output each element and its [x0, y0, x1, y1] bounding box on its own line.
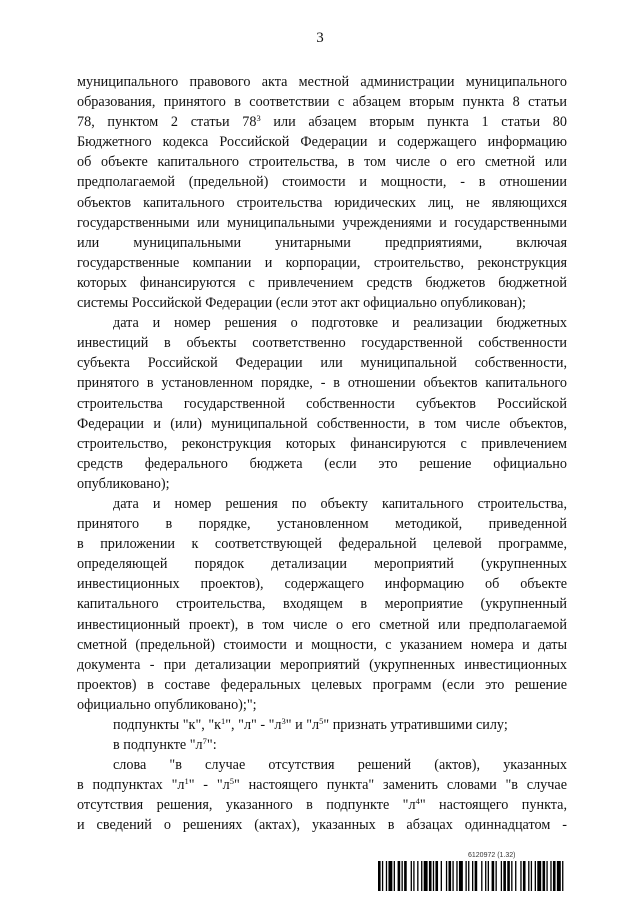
barcode-bar	[528, 861, 529, 891]
barcode-bar	[531, 861, 532, 891]
barcode-bar	[475, 861, 478, 891]
text-segment: " - "л	[188, 777, 230, 794]
barcode-bar	[446, 861, 447, 891]
text-segment: подпункты "к", "к	[113, 717, 222, 733]
text-line	[77, 615, 567, 635]
barcode-bar	[515, 861, 516, 891]
text-segment: слова "в случае отсутствия решений (актов), указанных	[113, 757, 567, 774]
barcode-bar	[402, 861, 403, 891]
text-segment: " и "л	[285, 717, 320, 733]
barcode-bar	[424, 861, 428, 891]
text-segment: " настоящего пункта,	[419, 797, 567, 814]
barcode-bar	[488, 861, 489, 891]
text-segment: " настоящего пункта" заменить словами "в случае	[233, 777, 567, 794]
barcode-bar	[553, 861, 556, 891]
text-segment: инвестиций в объекты соответственно государственной собственности	[77, 335, 567, 352]
text-segment: в подпунктах "л	[77, 777, 185, 794]
barcode-bar	[411, 861, 412, 891]
text-line	[77, 434, 567, 454]
document-code: 6120972 (1.32)	[468, 852, 516, 859]
superscript: 5	[319, 716, 324, 726]
superscript: 7	[202, 736, 207, 747]
text-segment: субъекта Российской Федерации или муниципальной собственности,	[77, 355, 567, 372]
barcode-bar	[543, 861, 546, 891]
text-line	[77, 313, 567, 333]
text-segment: принятого в порядке, установленном методикой, приведенной	[77, 516, 567, 533]
text-segment: в приложении к соответствующей федеральной целевой программе,	[77, 536, 567, 553]
barcode-bar	[435, 861, 438, 891]
text-segment: образования, принятого в соответствии с абзацем вторым пункта 8 статьи	[77, 94, 567, 111]
text-segment: инвестиционных проектов), содержащего информацию об объекте	[77, 576, 567, 593]
barcode-bar	[546, 861, 547, 891]
barcode-bar	[520, 861, 521, 891]
text-line	[77, 414, 567, 434]
barcode-bar	[550, 861, 551, 891]
text-segment: которых финансируются с привлечением средств бюджетов бюджетной	[77, 274, 567, 291]
text-segment: или муниципальными унитарными предприятиями, включая	[77, 234, 567, 251]
barcode-bar	[386, 861, 387, 891]
text-segment: ", "л" - "л	[225, 717, 282, 733]
text-segment: или абзацем вторым пункта 1 статьи 80	[260, 114, 567, 131]
barcode-bar	[452, 861, 453, 891]
text-segment: сметной (предельной) стоимости и мощности, с указанием номера и даты	[77, 636, 567, 653]
barcode-bar	[398, 861, 401, 891]
barcode-bar	[465, 861, 466, 891]
barcode	[378, 861, 566, 891]
text-segment: и сведений о решениях (актах), указанных в абзацах одиннадцатом -	[77, 817, 567, 834]
barcode-bar	[456, 861, 457, 891]
text-line	[77, 454, 567, 474]
text-line	[77, 514, 567, 534]
barcode-bar	[429, 861, 432, 891]
text-line	[77, 152, 567, 172]
text-segment: средств федерального бюджета (если это решение официально	[77, 455, 567, 472]
text-line	[77, 594, 567, 614]
barcode-bar	[378, 861, 381, 891]
text-line	[77, 72, 567, 92]
text-line	[77, 695, 567, 715]
text-segment: официально опубликовано);";	[77, 696, 257, 713]
barcode-bar	[459, 861, 463, 891]
barcode-bar	[421, 861, 422, 891]
barcode-bar	[537, 861, 541, 891]
text-line	[77, 574, 567, 594]
barcode-bar	[511, 861, 512, 891]
text-segment: дата и номер решения по объекту капитального строительства,	[113, 495, 567, 512]
barcode-bar	[382, 861, 383, 891]
barcode-bar	[562, 861, 563, 891]
barcode-bar	[413, 861, 414, 891]
text-line	[77, 112, 567, 132]
text-line	[77, 394, 567, 414]
text-line	[77, 795, 567, 815]
text-segment: государственные компании и корпорации, строительство, реконструкция	[77, 254, 567, 271]
text-segment: ":	[206, 737, 217, 754]
text-line	[77, 534, 567, 554]
superscript: 1	[221, 716, 226, 726]
barcode-bar	[523, 861, 526, 891]
text-segment: проектов) в составе федеральных целевых программ (если это решение	[77, 676, 567, 693]
text-segment: предполагаемой (предельной) стоимости и мощности, - в отношении	[77, 174, 567, 191]
text-line	[77, 735, 567, 755]
barcode-bar	[501, 861, 502, 891]
barcode-bar	[481, 861, 482, 891]
text-segment: строительства государственной собственности субъектов Российской	[77, 395, 567, 412]
barcode-bar	[388, 861, 392, 891]
text-line	[77, 273, 567, 293]
text-line	[77, 474, 567, 494]
text-segment: государственными или муниципальными учреждениями и государственными	[77, 214, 567, 231]
text-segment: об объекте капитального строительства, в том числе о его сметной или	[77, 154, 567, 171]
text-segment: документа - при детализации мероприятий (укрупненных инвестиционных	[77, 656, 567, 673]
barcode-bar	[404, 861, 407, 891]
text-line	[77, 494, 567, 514]
text-segment: 78, пунктом 2 статьи 78	[77, 114, 257, 131]
text-line	[77, 333, 567, 353]
text-segment: строительство, реконструкция которых финансируются с привлечением	[77, 435, 567, 452]
barcode-bar	[535, 861, 536, 891]
text-line	[77, 233, 567, 253]
text-line	[77, 554, 567, 574]
barcode-bar	[492, 861, 495, 891]
text-line	[77, 172, 567, 192]
text-line	[77, 635, 567, 655]
text-line	[77, 715, 567, 735]
text-segment: в подпункте "л	[113, 737, 203, 754]
superscript: 1	[184, 776, 189, 787]
barcode-bar	[394, 861, 395, 891]
barcode-bar	[472, 861, 473, 891]
text-segment: определяющей порядок детализации мероприятий (укрупненных	[77, 556, 567, 573]
text-line	[77, 655, 567, 675]
text-segment: инвестиционный проект), в том числе о его сметной или предполагаемой	[77, 616, 567, 633]
text-segment: Федерации и (или) муниципальной собственности, в том числе объектов,	[77, 415, 567, 432]
barcode-bar	[507, 861, 510, 891]
text-segment: системы Российской Федерации (если этот акт официально опубликован);	[77, 295, 526, 312]
text-line	[77, 253, 567, 273]
text-line	[77, 815, 567, 835]
superscript: 3	[256, 113, 261, 124]
text-segment: дата и номер решения о подготовке и реализации бюджетных	[113, 315, 567, 332]
barcode-bar	[485, 861, 486, 891]
barcode-bar	[449, 861, 452, 891]
barcode-bar	[417, 861, 418, 891]
text-line	[77, 373, 567, 393]
text-line	[77, 293, 567, 313]
text-segment: принятого в установленном порядке, - в отношении объектов капитального	[77, 375, 567, 392]
body-text	[77, 72, 567, 836]
page-number: 3	[316, 30, 324, 46]
text-line	[77, 755, 567, 775]
text-line	[77, 193, 567, 213]
superscript: 5	[229, 776, 234, 787]
barcode-bar	[433, 861, 434, 891]
barcode-bar	[503, 861, 506, 891]
text-segment: " признать утратившими силу;	[323, 717, 508, 733]
barcode-bar	[441, 861, 442, 891]
superscript: 4	[415, 796, 420, 807]
text-line	[77, 92, 567, 112]
barcode-bar	[468, 861, 469, 891]
text-line	[77, 675, 567, 695]
text-line	[77, 775, 567, 795]
text-line	[77, 213, 567, 233]
text-segment: капитального строительства, входящем в мероприятие (укрупненный	[77, 596, 567, 613]
text-segment: Бюджетного кодекса Российской Федерации и содержащего информацию	[77, 134, 567, 151]
text-segment: опубликовано);	[77, 475, 170, 492]
text-segment: отсутствия решения, указанного в подпункте "л	[77, 797, 416, 814]
barcode-bar	[496, 861, 497, 891]
text-segment: объектов капитального строительства юридических лиц, не являющихся	[77, 194, 567, 211]
superscript: 3	[281, 716, 286, 726]
text-segment: муниципального правового акта местной администрации муниципального	[77, 74, 567, 90]
text-line	[77, 132, 567, 152]
barcode-bar	[557, 861, 561, 891]
text-line	[77, 353, 567, 373]
